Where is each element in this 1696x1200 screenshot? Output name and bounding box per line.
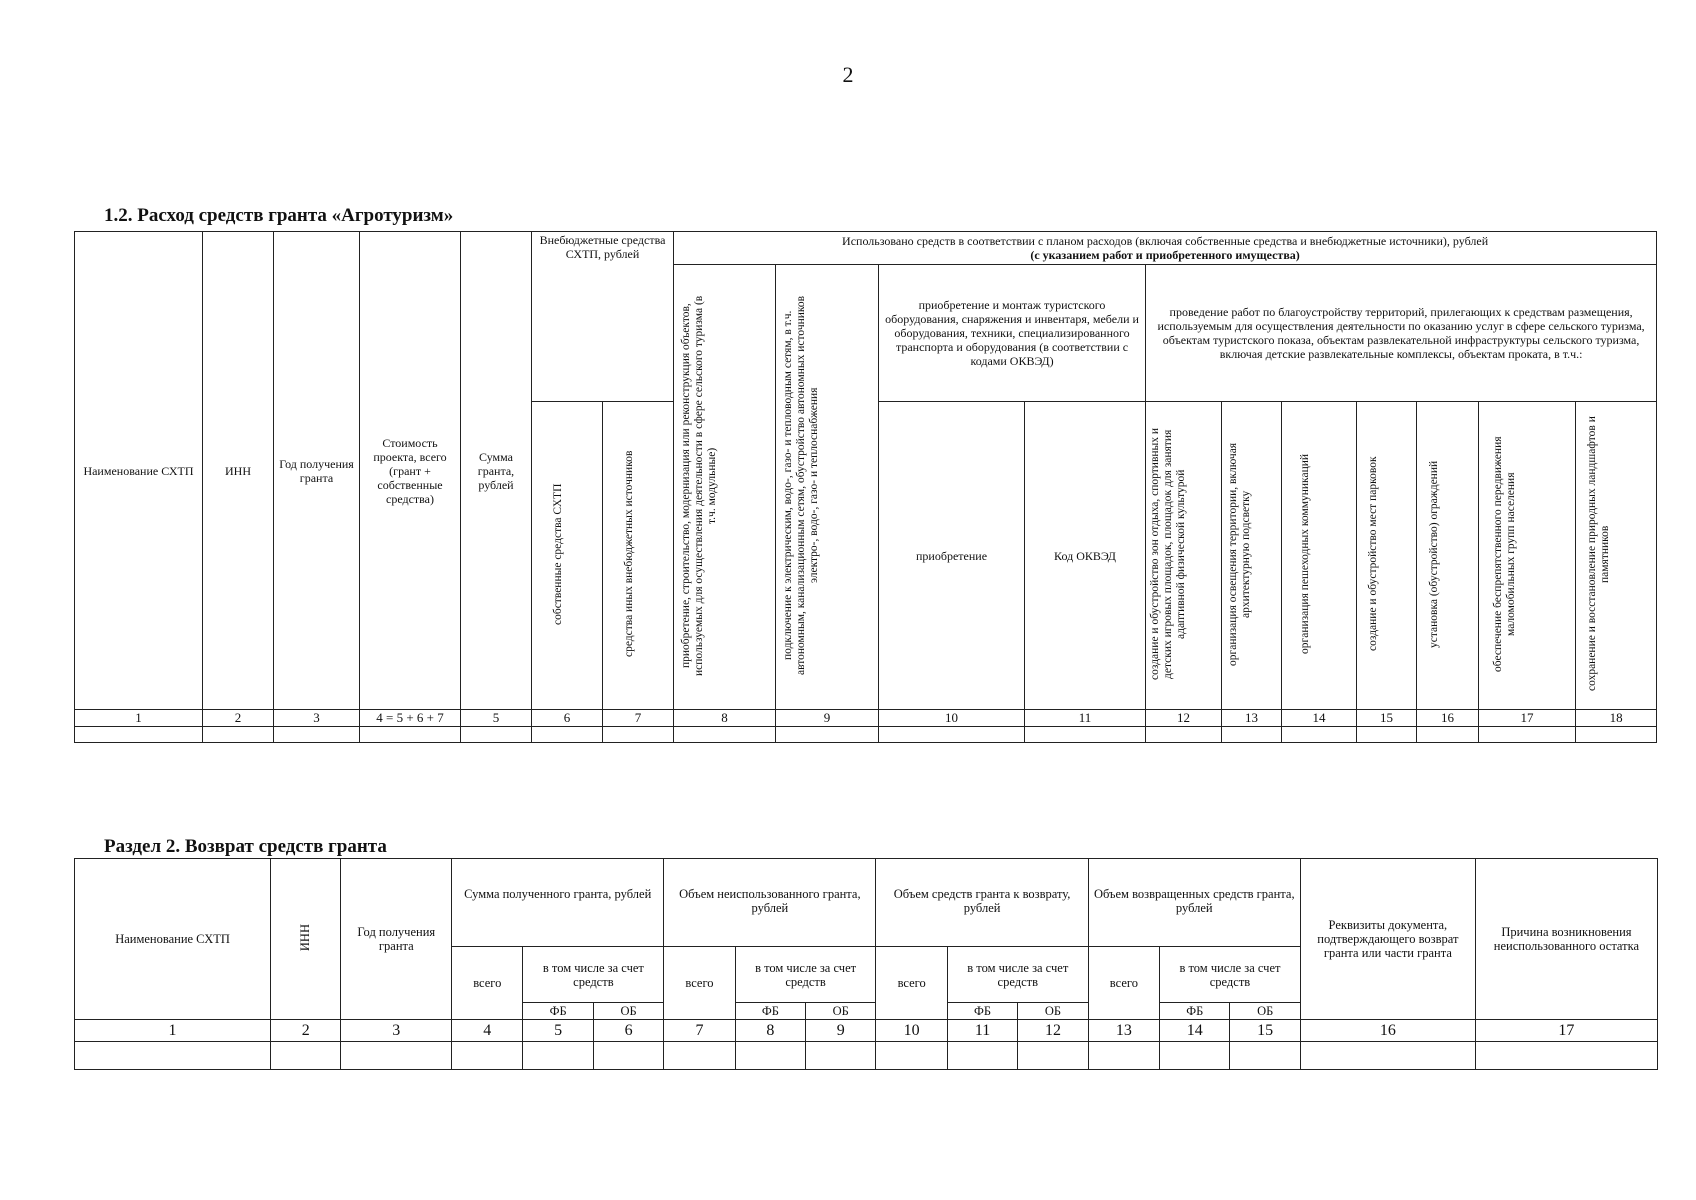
empty-cell[interactable] (1230, 1042, 1300, 1070)
grant-expenses-table (74, 231, 1657, 743)
r-header-incl: в том числе за счет средств (1160, 947, 1301, 1003)
empty-cell[interactable] (1282, 727, 1357, 743)
r-col-num: 6 (593, 1020, 663, 1042)
header-other-sources (603, 402, 674, 710)
r-header-ob: ОБ (1230, 1003, 1300, 1020)
empty-cell[interactable] (879, 727, 1025, 743)
col-num: 11 (1025, 710, 1146, 727)
header-okved: Код ОКВЭД (1025, 402, 1146, 710)
empty-cell[interactable] (1357, 727, 1417, 743)
r-header-reason: Причина возникновения неиспользованного остатка (1475, 859, 1657, 1020)
empty-cell[interactable] (461, 727, 532, 743)
header-grant-sum: Сумма гранта, рублей (461, 232, 532, 710)
header-own-funds-text: собственные средства СХТП (552, 483, 564, 625)
empty-cell[interactable] (271, 1042, 341, 1070)
r-col-num: 16 (1300, 1020, 1475, 1042)
r-col-num: 10 (876, 1020, 947, 1042)
empty-cell[interactable] (1576, 727, 1657, 743)
header-acquisition-construction (674, 265, 776, 710)
page-number: 2 (842, 62, 854, 87)
header-landscapes-text: сохранение и восстановление природных ландшафтов и памятников (1586, 416, 1612, 692)
header-landscapes (1576, 402, 1657, 710)
header-inn: ИНН (203, 232, 274, 710)
empty-cell[interactable] (593, 1042, 663, 1070)
col-num: 15 (1357, 710, 1417, 727)
empty-cell[interactable] (674, 727, 776, 743)
empty-cell[interactable] (664, 1042, 735, 1070)
empty-cell[interactable] (360, 727, 461, 743)
r-header-total: всего (1088, 947, 1159, 1020)
col-num: 14 (1282, 710, 1357, 727)
r-col-num: 15 (1230, 1020, 1300, 1042)
r-col-num: 3 (341, 1020, 452, 1042)
col-num: 9 (776, 710, 879, 727)
r-header-inn-text: ИНН (298, 923, 313, 952)
header-fences-text: установка (обустройство) ограждений (1427, 460, 1440, 648)
r-header-returned: Объем возвращенных средств гранта, рублей (1088, 859, 1300, 947)
col-num: 8 (674, 710, 776, 727)
col-num: 17 (1479, 710, 1576, 727)
col-num: 6 (532, 710, 603, 727)
section1-title: 1.2. Расход средств гранта «Агротуризм» (104, 205, 454, 226)
header-acquisition-construction-text: приобретение, строительство, модернизация или реконструкция объектов, используемых для осуществления деятельности в сфере сельского туризма (в т.ч. модульные) (679, 295, 718, 676)
header-year: Год получения гранта (274, 232, 360, 710)
r-col-num: 5 (523, 1020, 593, 1042)
header-recreation-zones (1146, 402, 1222, 710)
empty-cell[interactable] (452, 1042, 523, 1070)
col-num: 4 = 5 + 6 + 7 (360, 710, 461, 727)
r-header-total: всего (664, 947, 735, 1020)
empty-cell[interactable] (776, 727, 879, 743)
section2-title: Раздел 2. Возврат средств гранта (104, 836, 387, 857)
r-column-numbers-row (75, 1020, 1658, 1042)
r-header-requisites: Реквизиты документа, подтверждающего возврат гранта или части гранта (1300, 859, 1475, 1020)
r-header-fb: ФБ (735, 1003, 805, 1020)
header-equipment: приобретение и монтаж туристского оборудования, снаряжения и инвентаря, мебели и оборудования, техники, специализированного транспорта и оборудования (в соответствии с кодами ОКВЭД) (879, 265, 1146, 402)
column-numbers-row (75, 710, 1657, 727)
header-extra-budget: Внебюджетные средства СХТП, рублей (532, 232, 674, 402)
empty-cell[interactable] (876, 1042, 947, 1070)
col-num: 5 (461, 710, 532, 727)
empty-cell[interactable] (75, 1042, 271, 1070)
header-connection (776, 265, 879, 710)
r-col-num: 9 (806, 1020, 876, 1042)
r-col-num: 7 (664, 1020, 735, 1042)
r-col-num: 2 (271, 1020, 341, 1042)
header-project-cost: Стоимость проекта, всего (грант + собственные средства) (360, 232, 461, 710)
col-num: 12 (1146, 710, 1222, 727)
empty-cell[interactable] (75, 727, 203, 743)
r-col-num: 14 (1160, 1020, 1230, 1042)
r-col-num: 4 (452, 1020, 523, 1042)
empty-cell[interactable] (1160, 1042, 1230, 1070)
col-num: 1 (75, 710, 203, 727)
col-num: 7 (603, 710, 674, 727)
col-num: 16 (1417, 710, 1479, 727)
header-lighting-text: организация освещения территории, включая архитектурную подсветку (1226, 442, 1252, 666)
header-name: Наименование СХТП (75, 232, 203, 710)
empty-data-row (75, 727, 1657, 743)
empty-cell[interactable] (1417, 727, 1479, 743)
header-own-funds (532, 402, 603, 710)
r-header-incl: в том числе за счет средств (523, 947, 664, 1003)
r-col-num: 1 (75, 1020, 271, 1042)
r-header-ob: ОБ (1018, 1003, 1088, 1020)
header-fences (1417, 402, 1479, 710)
empty-cell[interactable] (523, 1042, 593, 1070)
header-other-sources-text: средства иных внебюджетных источников (623, 450, 635, 658)
empty-cell[interactable] (341, 1042, 452, 1070)
r-empty-data-row (75, 1042, 1658, 1070)
r-header-total: всего (876, 947, 947, 1020)
col-num: 3 (274, 710, 360, 727)
r-col-num: 17 (1475, 1020, 1657, 1042)
empty-cell[interactable] (1475, 1042, 1657, 1070)
header-used-funds (674, 232, 1657, 265)
r-header-fb: ФБ (947, 1003, 1017, 1020)
header-parking-text: создание и обустройство мест парковок (1366, 456, 1379, 652)
r-header-inn (271, 859, 341, 1020)
header-used-funds-line2: (с указанием работ и приобретенного имущества) (1030, 248, 1300, 262)
r-header-ob: ОБ (593, 1003, 663, 1020)
r-header-total: всего (452, 947, 523, 1020)
r-col-num: 13 (1088, 1020, 1159, 1042)
r-header-ob: ОБ (806, 1003, 876, 1020)
col-num: 13 (1222, 710, 1282, 727)
empty-cell[interactable] (947, 1042, 1017, 1070)
header-improvement: проведение работ по благоустройству территорий, прилегающих к средствам размещения, используемым для осуществления деятельности по оказанию услуг в сфере сельского туризма, объектам туристского показа, объектам развлекательной инфраструктуры сельского туризма, включая детские развлекательные комплексы, объектам проката, в т.ч.: (1146, 265, 1657, 402)
header-accessibility-text: обеспечение беспрепятственного передвижения маломобильных групп населения (1492, 436, 1518, 672)
empty-cell[interactable] (603, 727, 674, 743)
r-col-num: 12 (1018, 1020, 1088, 1042)
r-header-year: Год получения гранта (341, 859, 452, 1020)
col-num: 18 (1576, 710, 1657, 727)
empty-cell[interactable] (1025, 727, 1146, 743)
empty-cell[interactable] (1088, 1042, 1159, 1070)
header-parking (1357, 402, 1417, 710)
header-accessibility (1479, 402, 1576, 710)
header-recreation-zones-text: создание и обустройство зон отдыха, спортивных и детских игровых площадок, площадок для занятия адаптивной физической культурой (1149, 427, 1188, 681)
header-lighting (1222, 402, 1282, 710)
empty-cell[interactable] (1146, 727, 1222, 743)
empty-cell[interactable] (806, 1042, 876, 1070)
empty-cell[interactable] (1222, 727, 1282, 743)
r-header-to-return: Объем средств гранта к возврату, рублей (876, 859, 1088, 947)
empty-cell[interactable] (274, 727, 360, 743)
r-header-name: Наименование СХТП (75, 859, 271, 1020)
header-connection-text: подключение к электрическим, водо-, газо- и тепловодным сетям, в т.ч. автономным, канализационным сетям, обустройство автономных источников электро-, водо-, газо- и теплоснабжения (782, 295, 821, 676)
r-header-unused: Объем неиспользованного гранта, рублей (664, 859, 876, 947)
r-header-incl: в том числе за счет средств (947, 947, 1088, 1003)
empty-cell[interactable] (1300, 1042, 1475, 1070)
r-header-fb: ФБ (523, 1003, 593, 1020)
empty-cell[interactable] (532, 727, 603, 743)
r-header-fb: ФБ (1160, 1003, 1230, 1020)
empty-cell[interactable] (1018, 1042, 1088, 1070)
header-purchase: приобретение (879, 402, 1025, 710)
col-num: 2 (203, 710, 274, 727)
r-col-num: 8 (735, 1020, 805, 1042)
r-header-received: Сумма полученного гранта, рублей (452, 859, 664, 947)
empty-cell[interactable] (735, 1042, 805, 1070)
col-num: 10 (879, 710, 1025, 727)
header-pedestrian (1282, 402, 1357, 710)
r-header-incl: в том числе за счет средств (735, 947, 876, 1003)
empty-cell[interactable] (203, 727, 274, 743)
header-pedestrian-text: организация пешеходных коммуникаций (1299, 453, 1312, 655)
header-used-funds-line1: Использовано средств в соответствии с планом расходов (включая собственные средства и внебюджетные источники), рублей (842, 234, 1489, 248)
grant-return-table (74, 858, 1658, 1070)
r-col-num: 11 (947, 1020, 1017, 1042)
empty-cell[interactable] (1479, 727, 1576, 743)
